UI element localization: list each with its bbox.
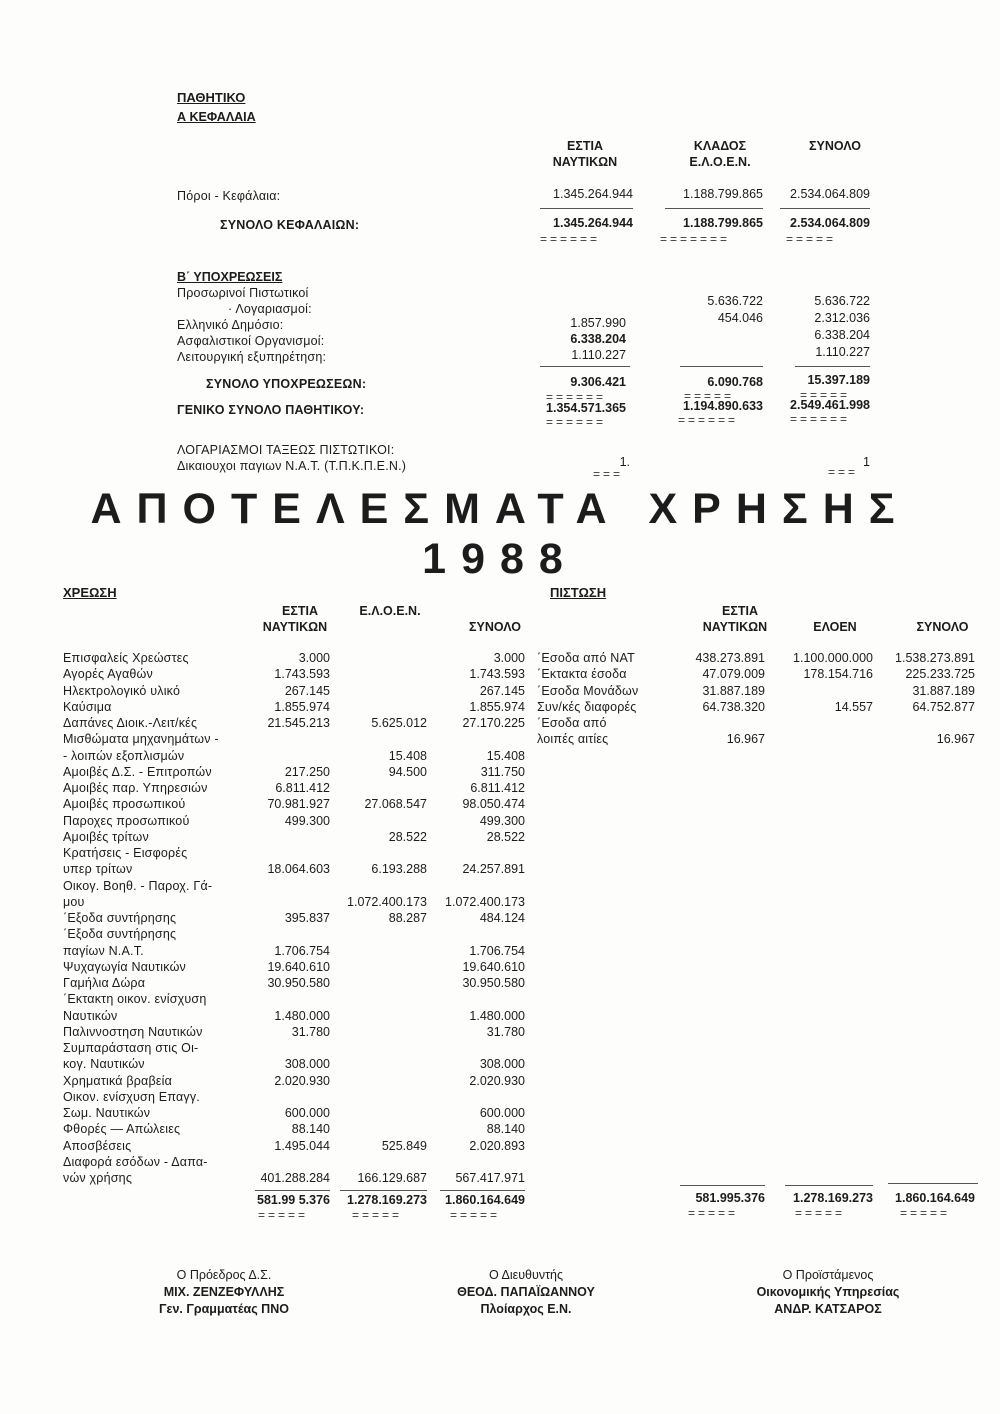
double-rule: === [828, 465, 859, 479]
capital-sum-estia: 1.345.264.944 [553, 216, 633, 230]
debit-row-label: Αγορές Αγαθών [63, 667, 153, 682]
debit-row-total: 15.408 [486, 748, 525, 763]
rule [888, 1183, 978, 1184]
debit-row-label: Κρατήσεις - Εισφορές [63, 846, 188, 860]
credit-col-estia: ΕΣΤΙΑ [722, 604, 758, 618]
operating-label: Λειτουργική εξυπηρέτηση: [177, 350, 327, 364]
credit-row-estia: 16.967 [726, 732, 765, 747]
capital-total: 2.534.064.809 [790, 187, 870, 201]
debit-row-estia: 19.640.610 [267, 959, 330, 974]
debit-row-estia: 18.064.603 [267, 862, 330, 877]
debit-row-label: Ηλεκτρολογικό υλικό [63, 683, 181, 698]
capital-label: Πόροι - Κεφάλαια: [177, 189, 281, 203]
debit-col-eloen: Ε.Λ.Ο.Ε.Ν. [359, 604, 421, 618]
signature-block-director [386, 1267, 666, 1318]
debit-row-total: 19.640.610 [462, 959, 525, 974]
debit-col-estia: ΕΣΤΙΑ [282, 604, 318, 618]
debit-row-total: 24.257.891 [462, 862, 525, 877]
debit-row-total: 600.000 [479, 1106, 525, 1120]
temp-creditors-label-2: · Λογαριασμοί: [228, 302, 312, 316]
rule [785, 1185, 873, 1186]
debit-row-label: Παροχες προσωπικού [63, 813, 190, 828]
debit-row-label: παγίων Ν.Α.Τ. [63, 943, 144, 958]
double-rule: ===== [450, 1208, 501, 1222]
debit-row-total: 499.300 [479, 813, 525, 828]
debit-row-label: Αμοιβές τρίτων [63, 829, 149, 844]
debit-row-total: 567.417.971 [455, 1171, 525, 1185]
debit-row-estia: 3.000 [298, 651, 330, 665]
capital-sum-total: 2.534.064.809 [790, 216, 870, 230]
temp-creditors-klados: 5.636.722 [707, 294, 763, 308]
obligations-sum-label: ΣΥΝΟΛΟ ΥΠΟΧΡΕΩΣΕΩΝ: [206, 377, 367, 391]
credit-row-eloen: 14.557 [834, 699, 873, 714]
debit-sum-estia: 581.99 5.376 [257, 1193, 330, 1207]
rule [665, 208, 763, 209]
debit-row-total: 1.706.754 [469, 943, 525, 958]
debit-row-total: 311.750 [480, 764, 525, 779]
credit-row-label: ΄Εσοδα από [537, 716, 607, 730]
beneficiaries-total: 1 [863, 455, 870, 469]
signature-title: ΑΝΔΡ. ΚΑΤΣΑΡΟΣ [774, 1302, 882, 1316]
operating-estia: 1.110.227 [571, 348, 626, 362]
double-rule: ======= [660, 232, 731, 246]
double-rule: ===== [795, 1206, 846, 1220]
credit-row-label: Συν/κές διαφορές [537, 699, 637, 714]
debit-row-estia: 600.000 [284, 1106, 330, 1120]
section-a-heading: Α ΚΕΦΑΛΑΙΑ [177, 110, 256, 124]
debit-row-eloen: 525.849 [381, 1138, 427, 1153]
rule [795, 366, 870, 367]
double-rule: ===== [900, 1206, 951, 1220]
debit-row-estia: 308.000 [284, 1057, 330, 1072]
credit-row-total: 31.887.189 [912, 683, 975, 698]
rule [680, 1185, 765, 1186]
debit-row-label: Παλιννοστηση Ναυτικών [63, 1024, 203, 1039]
debit-row-total: 308.000 [479, 1057, 525, 1072]
signature-role: Ο Πρόεδρος Δ.Σ. [176, 1268, 272, 1282]
grand-total-estia: 1.354.571.365 [546, 401, 626, 415]
credit-col-estia-sub: ΝΑΥΤΙΚΩΝ [702, 620, 768, 634]
insurance-total: 6.338.204 [814, 328, 870, 342]
debit-row-total: 27.170.225 [462, 716, 525, 730]
debit-row-label: υπερ τρίτων [63, 862, 133, 877]
double-rule: ====== [546, 415, 607, 429]
operating-total: 1.110.227 [815, 345, 870, 359]
debit-row-estia: 70.981.927 [267, 797, 330, 812]
signature-title: Γεν. Γραμματέας ΠΝΟ [159, 1302, 289, 1316]
signature-name: ΘΕΟΔ. ΠΑΠΑΪΩΑΝΝΟΥ [457, 1285, 595, 1299]
credit-row-label: ΄Εκτακτα έσοδα [537, 667, 627, 682]
state-estia: 1.857.990 [570, 316, 626, 330]
debit-row-estia: 1.706.754 [274, 943, 330, 958]
double-rule: ====== [540, 232, 601, 246]
col-klados-header-sub: Ε.Λ.Ο.Ε.Ν. [689, 155, 751, 169]
section-b-heading: Β΄ ΥΠΟΧΡΕΩΣΕΙΣ [177, 270, 283, 284]
credit-row-estia: 47.079.009 [702, 667, 765, 682]
debit-row-label: Χρηματικά βραβεία [63, 1073, 173, 1088]
col-klados-header: ΚΛΑΔΟΣ [693, 139, 747, 153]
col-total-header: ΣΥΝΟΛΟ [809, 139, 861, 153]
credit-row-total: 16.967 [936, 732, 975, 747]
credit-row-total: 1.538.273.891 [895, 651, 975, 665]
debit-row-label: Συμπαράσταση στις Οι- [63, 1041, 199, 1055]
rule [440, 1190, 525, 1191]
credit-row-eloen: 1.100.000.000 [793, 651, 873, 665]
double-rule: ===== [688, 1206, 739, 1220]
capital-sum-klados: 1.188.799.865 [683, 216, 763, 230]
rule [255, 1190, 330, 1191]
debit-row-label: Οικον. ενίσχυση Επαγγ. [63, 1089, 200, 1104]
credit-sum-estia: 581.995.376 [695, 1191, 765, 1205]
debit-row-label: Ναυτικών [63, 1008, 118, 1023]
debit-row-label: Δαπάνες Διοικ.-Λειτ/κές [63, 716, 198, 730]
beneficiaries-label: Δικαιουχοι παγιων Ν.Α.Τ. (Τ.Π.Κ.Π.Ε.Ν.) [177, 459, 407, 473]
debit-row-estia: 395.837 [284, 911, 330, 925]
obligations-sum-total: 15.397.189 [807, 373, 870, 387]
debit-row-label: κογ. Ναυτικών [63, 1057, 145, 1072]
double-rule: ===== [786, 232, 837, 246]
debit-row-label: Φθορές — Απώλειες [63, 1122, 181, 1137]
debit-row-eloen: 15.408 [388, 748, 427, 763]
insurance-label: Ασφαλιστικοί Οργανισμοί: [177, 334, 325, 348]
debit-row-label: - λοιπών εξοπλισμών [63, 748, 185, 763]
state-total: 2.312.036 [814, 311, 870, 325]
debit-row-label: Μισθώματα μηχανημάτων - [63, 732, 219, 747]
debit-row-label: ΄Εξοδα συντήρησης [63, 911, 177, 925]
debit-row-label: Αμοιβές παρ. Υπηρεσιών [63, 781, 208, 795]
obligations-sum-estia: 9.306.421 [570, 375, 626, 389]
debit-row-eloen: 166.129.687 [357, 1171, 427, 1185]
debit-row-total: 6.811.412 [470, 781, 525, 795]
credit-row-total: 64.752.877 [912, 699, 975, 714]
debit-row-eloen: 5.625.012 [371, 716, 427, 730]
credit-row-estia: 31.887.189 [702, 683, 765, 698]
debit-row-estia: 2.020.930 [274, 1073, 330, 1088]
temp-creditors-total: 5.636.722 [814, 294, 870, 308]
debit-row-total: 88.140 [486, 1122, 525, 1137]
debit-col-total: ΣΥΝΟΛΟ [469, 620, 521, 634]
double-rule: === [593, 467, 624, 481]
credit-heading: ΠΙΣΤΩΣΗ [550, 585, 607, 600]
temp-creditors-label: Προσωρινοί Πιστωτικοί [177, 286, 309, 300]
rule [540, 366, 630, 367]
debit-row-estia: 30.950.580 [267, 976, 330, 990]
debit-heading: ΧΡΕΩΣΗ [63, 585, 117, 600]
credit-row-label: λοιπές αιτίες [537, 732, 609, 747]
debit-row-total: 484.124 [479, 911, 525, 925]
double-rule: ====== [790, 412, 851, 426]
debit-row-label: Επισφαλείς Χρεώστες [63, 651, 189, 665]
credit-sum-eloen: 1.278.169.273 [793, 1191, 873, 1205]
credit-row-estia: 438.273.891 [695, 651, 765, 665]
signature-title: Πλοίαρχος Ε.Ν. [480, 1302, 572, 1316]
debit-row-estia: 499.300 [284, 813, 330, 828]
debit-row-eloen: 6.193.288 [371, 862, 427, 877]
debit-row-eloen: 1.072.400.173 [347, 894, 427, 909]
debit-row-total: 31.780 [486, 1024, 525, 1039]
debit-row-estia: 1.743.593 [274, 667, 330, 682]
debit-row-estia: 267.145 [284, 683, 330, 698]
col-estia-header-sub: ΝΑΥΤΙΚΩΝ [552, 155, 618, 169]
state-label: Ελληνικό Δημόσιο: [177, 318, 284, 332]
signature-name: ΜΙΧ. ΖΕΝΖΕΦΥΛΛΗΣ [163, 1285, 285, 1299]
debit-row-estia: 1.480.000 [274, 1008, 330, 1023]
capital-estia: 1.345.264.944 [553, 187, 633, 201]
insurance-estia: 6.338.204 [570, 332, 626, 346]
debit-row-eloen: 28.522 [388, 829, 427, 844]
credit-sum-total: 1.860.164.649 [895, 1191, 975, 1205]
debit-row-estia: 6.811.412 [275, 781, 330, 795]
signature-block-president [84, 1267, 364, 1318]
debit-row-label: Αποσβέσεις [63, 1138, 132, 1153]
debit-row-estia: 401.288.284 [260, 1171, 330, 1185]
debit-row-estia: 31.780 [291, 1024, 330, 1039]
results-title: ΑΠΟΤΕΛΕΣΜΑΤΑ ΧΡΗΣΗΣ 1988 [90, 485, 910, 583]
debit-row-label: Καύσιμα [63, 699, 112, 714]
debit-row-estia: 1.855.974 [274, 699, 330, 714]
grand-total-total: 2.549.461.998 [790, 398, 870, 412]
debit-row-estia: 21.545.213 [267, 716, 330, 730]
debit-row-label: Γαμήλια Δώρα [63, 976, 146, 990]
signature-name: Οικονομικής Υπηρεσίας [756, 1285, 900, 1299]
debit-row-total: 28.522 [486, 829, 525, 844]
state-klados: 454.046 [717, 311, 763, 325]
debit-row-label: νών χρήσης [63, 1171, 133, 1185]
debit-row-total: 3.000 [493, 651, 525, 665]
credit-row-estia: 64.738.320 [702, 699, 765, 714]
debit-row-label: Ψυχαγωγία Ναυτικών [63, 959, 186, 974]
debit-row-label: ΄Εκτακτη οικον. ενίσχυση [63, 992, 207, 1007]
debit-row-estia: 217.250 [284, 764, 330, 779]
liabilities-title: ΠΑΘΗΤΙΚΟ [177, 90, 246, 105]
double-rule: ===== [258, 1208, 309, 1222]
debit-row-total: 2.020.893 [469, 1138, 525, 1153]
debit-row-eloen: 27.068.547 [364, 797, 427, 812]
debit-row-label: Αμοιβές προσωπικού [63, 797, 186, 812]
debit-sum-eloen: 1.278.169.273 [347, 1193, 427, 1207]
capital-sum-label: ΣΥΝΟΛΟ ΚΕΦΑΛΑΙΩΝ: [220, 218, 360, 232]
grand-total-klados: 1.194.890.633 [683, 399, 763, 413]
grand-total-label: ΓΕΝΙΚΟ ΣΥΝΟΛΟ ΠΑΘΗΤΙΚΟΥ: [177, 403, 365, 417]
signature-role: Ο Προϊστάμενος [782, 1268, 874, 1282]
credit-row-label: ΄Εσοδα Μονάδων [537, 683, 639, 698]
debit-row-eloen: 88.287 [388, 911, 427, 925]
rule [340, 1190, 427, 1191]
credit-row-eloen: 178.154.716 [803, 667, 873, 682]
debit-row-label: Οικογ. Βοηθ. - Παροχ. Γά- [63, 878, 213, 893]
beneficiaries-estia: 1. [619, 455, 630, 469]
debit-row-estia: 88.140 [291, 1122, 330, 1137]
debit-row-label: ΄Εξοδα συντήρησης [63, 927, 177, 942]
double-rule: ===== [352, 1208, 403, 1222]
debit-row-total: 30.950.580 [462, 976, 525, 990]
credit-col-eloen: ΕΛΟΕΝ [813, 620, 857, 634]
rule [780, 208, 870, 209]
debit-row-total: 1.743.593 [469, 667, 525, 682]
debit-row-total: 2.020.930 [469, 1073, 525, 1088]
debit-row-total: 1.855.974 [469, 699, 525, 714]
debit-row-label: Διαφορά εσόδων - Δαπα- [63, 1154, 208, 1169]
debit-row-label: Αμοιβές Δ.Σ. - Επιτροπών [63, 764, 212, 779]
debit-row-label: Σωμ. Ναυτικών [63, 1106, 151, 1120]
debit-row-label: μου [63, 894, 85, 909]
obligations-sum-klados: 6.090.768 [707, 375, 763, 389]
double-rule: ===== [684, 389, 735, 403]
signature-block-finance [688, 1267, 968, 1318]
credit-col-total: ΣΥΝΟΛΟ [916, 620, 969, 634]
rule [680, 366, 763, 367]
col-estia-header: ΕΣΤΙΑ [567, 139, 603, 153]
debit-row-total: 267.145 [479, 683, 525, 698]
debit-row-total: 98.050.474 [462, 797, 525, 812]
credit-row-label: ΄Εσοδα από ΝΑΤ [537, 651, 635, 665]
double-rule: ====== [546, 390, 607, 404]
credit-row-total: 225.233.725 [905, 667, 975, 682]
debit-col-estia-sub: ΝΑΥΤΙΚΩΝ [262, 620, 328, 634]
debit-sum-total: 1.860.164.649 [445, 1193, 525, 1207]
capital-klados: 1.188.799.865 [683, 187, 763, 201]
rule [540, 208, 633, 209]
double-rule: ====== [678, 413, 739, 427]
order-accounts-label: ΛΟΓΑΡΙΑΣΜΟΙ ΤΑΞΕΩΣ ΠΙΣΤΩΤΙΚΟΙ: [177, 443, 395, 457]
debit-row-total: 1.480.000 [469, 1008, 525, 1023]
debit-row-estia: 1.495.044 [274, 1138, 330, 1153]
double-rule: ===== [800, 388, 851, 402]
debit-row-total: 1.072.400.173 [445, 894, 525, 909]
signature-role: Ο Διευθυντής [489, 1268, 563, 1282]
debit-row-eloen: 94.500 [388, 764, 427, 779]
